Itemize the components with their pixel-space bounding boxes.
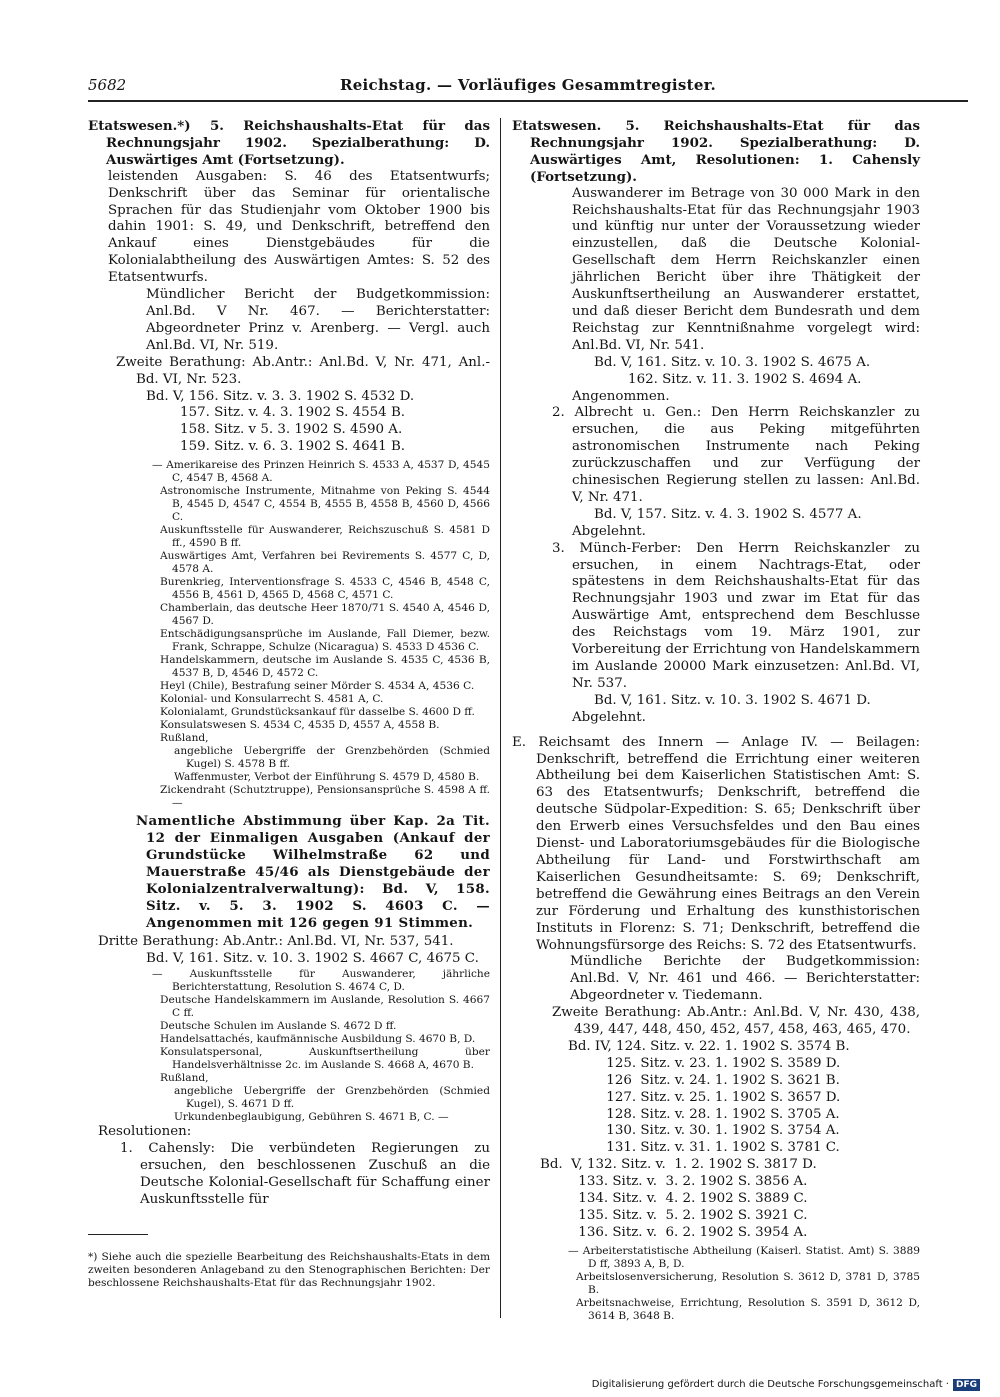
sitting-list [512, 1039, 920, 1242]
footer-text: Digitalisierung gefördert durch die Deutsche Forschungsgemeinschaft · [591, 1379, 949, 1390]
entry-head: Etatswesen.*) 5. Reichshaushalts-Etat für das Rechnungsjahr 1902. Spezialberathung: D. Auswärtiges Amt (Fortsetzung). [88, 118, 490, 168]
dritte-berathung: Dritte Berathung: Ab.Antr.: Anl.Bd. VI, Nr. 537, 541. [98, 934, 454, 950]
sitting-line: Bd. V, 156. Sitz. v. 3. 3. 1902 S. 4532 D. [146, 388, 415, 404]
sitting-line: 162. Sitz. v. 11. 3. 1902 S. 4694 A. [594, 371, 862, 387]
subject-item: Rußland, [160, 1072, 209, 1085]
sitting-line: 133. Sitz. v. 3. 2. 1902 S. 3856 A. [540, 1174, 808, 1190]
sitting-line: 130. Sitz. v. 30. 1. 1902 S. 3754 A. [568, 1123, 840, 1139]
subject-item: Handelskammern, deutsche im Auslande S. 4535 C, 4536 B, 4537 B, D, 4546 D, 4572 C. [160, 654, 490, 680]
subject-item: Deutsche Handelskammern im Auslande, Resolution S. 4667 C ff. [160, 994, 490, 1020]
decision: Abgelehnt. [572, 523, 646, 539]
subject-item: — Amerikareise des Prinzen Heinrich S. 4533 A, 4537 D, 4545 C, 4547 B, 4568 A. [152, 459, 490, 485]
footnote: *) Siehe auch die spezielle Bearbeitung des Reichshaushalts-Etats in dem zweiten besonderen Anlageband zu den Stenographischen Berichten: Der beschlossene Reichshaushalts-Etat für das Rechnungsjahr 1902. [88, 1250, 490, 1289]
roll-call-vote: Namentliche Abstimmung über Kap. 2a Tit. 12 der Einmaligen Ausgaben (Ankauf der Grundstücke Wilhelmstraße 62 und Mauerstraße 45/46 als Dienstgebäude der Kolonialzentralverwaltung): Bd. V, 158. Sitz. v. 5. 3. 1902 S. 4603 C. — Angenommen mit 126 gegen 91 Stimmen. [136, 813, 490, 931]
subject-subitem: angebliche Uebergriffe der Grenzbehörden (Schmied Kugel) S. 4578 B ff. [174, 745, 490, 771]
sitting-line: Bd. V, 161. Sitz. v. 10. 3. 1902 S. 4667 C, 4675 C. [146, 951, 479, 967]
sitting-line: 134. Sitz. v. 4. 2. 1902 S. 3889 C. [540, 1191, 808, 1207]
subject-item: Kolonial- und Konsularrecht S. 4581 A, C. [160, 693, 384, 706]
sitting-line: 127. Sitz. v. 25. 1. 1902 S. 3657 D. [568, 1089, 841, 1105]
subject-item: Chamberlain, das deutsche Heer 1870/71 S. 4540 A, 4546 D, 4567 D. [160, 602, 490, 628]
sitting-line: Bd. V, 132. Sitz. v. 1. 2. 1902 S. 3817 D. [540, 1157, 817, 1173]
resolutionen-label: Resolutionen: [98, 1124, 192, 1140]
subject-item: — Auskunftsstelle für Auswanderer, jährliche Berichterstattung, Resolution S. 4674 C, D. [152, 968, 490, 994]
page-number: 5682 [88, 76, 127, 94]
subject-item: Auswärtiges Amt, Verfahren bei Revirements S. 4577 C, D, 4578 A. [160, 550, 490, 576]
sitting-line: 136. Sitz. v. 6. 2. 1902 S. 3954 A. [540, 1224, 808, 1240]
decision: Angenommen. [572, 388, 670, 404]
subject-subitem: angebliche Uebergriffe der Grenzbehörden (Schmied Kugel), S. 4671 D ff. [174, 1085, 490, 1111]
sitting-line: Bd. IV, 124. Sitz. v. 22. 1. 1902 S. 3574 B. [568, 1038, 850, 1054]
section-e: E. Reichsamt des Innern — Anlage IV. — Beilagen: Denkschrift, betreffend die Errichtung einer weiteren Abtheilung bei dem Kaiserlichen Statistischen Amt: S. 63 des Etatsentwurfs; Denkschrift, betreffend die deutsche Südpolar-Expedition: S. 65; Denkschrift über den Erwerb eines Versuchsfeldes und den Bau eines Dienst- und Laboratoriumsgebäudes für die Biologische Abtheilung für Land- und Forstwirthschaft am Kaiserlichen Gesundheitsamte: S. 69; Denkschrift, betreffend die Gewährung eines Beitrags an den Verein zur Förderung und Erhaltung des kunsthistorischen Instituts in Florenz: S. 71; Denkschrift, betreffend die Wohnungsfürsorge des Reichs: S. 72 des Etatsentwurfs. [512, 734, 920, 953]
subject-item: Arbeitsnachweise, Errichtung, Resolution S. 3591 D, 3612 D, 3614 B, 3648 B. [576, 1296, 920, 1322]
column-divider [500, 118, 501, 1318]
footnote-rule [88, 1234, 148, 1235]
sitting-line: Bd. V, 161. Sitz. v. 10. 3. 1902 S. 4675 A. [594, 354, 871, 370]
muendliche-berichte: Mündliche Berichte der Budgetkommission: Anl.Bd. V, Nr. 461 und 466. — Berichterstatter: Abgeordneter v. Tiedemann. [570, 954, 920, 1004]
subject-subitem: Urkundenbeglaubigung, Gebühren S. 4671 B, C. — [174, 1111, 449, 1124]
sitting-list [88, 389, 490, 457]
left-column [88, 118, 490, 1209]
sitting-line: 131. Sitz. v. 31. 1. 1902 S. 3781 C. [568, 1140, 840, 1156]
subject-item: Zickendraht (Schutztruppe), Pensionsansprüche S. 4598 A ff. — [160, 784, 490, 810]
dfg-logo-icon: DFG [953, 1379, 980, 1391]
resolution-item: 3. Münch-Ferber: Den Herrn Reichskanzler zu ersuchen, in einem Nachtrags-Etat, oder spätestens in dem Reichshaushalts-Etat für das Rechnungsjahr 1903 und zwar im Etat für das Auswärtige Amt, entsprechend dem Beschlusse des Reichstags vom 19. März 1901, zur Vorbereitung der Errichtung von Handelskammern im Auslande 20000 Mark einzusetzen: Anl.Bd. VI, Nr. 537. [552, 540, 920, 691]
subject-item: Entschädigungsansprüche im Auslande, Fall Diemer, bezw. Frank, Schrappe, Schulze (Nicaragua) S. 4533 D 4536 C. [160, 628, 490, 654]
subject-item: Deutsche Schulen im Auslande S. 4672 D ff. [160, 1020, 397, 1033]
right-column [512, 118, 920, 1323]
subject-item: — Arbeiterstatistische Abtheilung (Kaiserl. Statist. Amt) S. 3889 D ff, 3893 A, B, D. [568, 1244, 920, 1270]
subject-list [88, 459, 490, 810]
entry-head: Etatswesen. 5. Reichshaushalts-Etat für das Rechnungsjahr 1902. Spezialberathung: D. Auswärtiges Amt, Resolutionen: 1. Cahensly (Fortsetzung). [512, 118, 920, 185]
subject-item: Burenkrieg, Interventionsfrage S. 4533 C, 4546 B, 4548 C, 4556 B, 4561 D, 4565 D, 4568 C, 4571 C. [160, 576, 490, 602]
sitting-line: Bd. V, 157. Sitz. v. 4. 3. 1902 S. 4577 A. [594, 506, 862, 522]
subject-item: Arbeitslosenversicherung, Resolution S. 3612 D, 3781 D, 3785 B. [576, 1270, 920, 1296]
subject-subitem: Waffenmuster, Verbot der Einführung S. 4579 D, 4580 B. [174, 771, 480, 784]
subject-item: Konsulatspersonal, Auskunftsertheilung über Handelsverhältnisse 2c. im Auslande S. 4668 A, 4670 B. [160, 1046, 490, 1072]
resolution-continuation: Auswanderer im Betrage von 30 000 Mark in den Reichshaushalts-Etat für das Rechnungsjahr 1903 und künftig nur unter der Voraussetzung wieder einzustellen, daß die Deutsche Kolonial-Gesellschaft dem Herrn Reichskanzler einen jährlichen Bericht über ihre Thätigkeit der Auskunftsertheilung an Auswanderer erstattet, und daß dieser Bericht dem Bundesrath und dem Reichstag zur Kenntnißnahme vorgelegt wird: Anl.Bd. VI, Nr. 541. [572, 185, 920, 353]
subject-item: Rußland, [160, 732, 209, 745]
subject-item: Kolonialamt, Grundstücksankauf für dasselbe S. 4600 D ff. [160, 706, 475, 719]
zweite-berathung: Zweite Berathung: Ab.Antr.: Anl.Bd. V, Nr. 430, 438, 439, 447, 448, 450, 452, 457, 458, 463, 465, 470. [552, 1005, 920, 1038]
sitting-line: 126 Sitz. v. 24. 1. 1902 S. 3621 B. [568, 1072, 840, 1088]
resolution-item: 2. Albrecht u. Gen.: Den Herrn Reichskanzler zu ersuchen, die aus Peking mitgeführten astronomischen Instrumente nach Peking zurückzuschaffen und zur Verfügung der chinesischen Regierung stellen zu lassen: Anl.Bd. V, Nr. 471. [552, 405, 920, 505]
resolution-item: 1. Cahensly: Die verbündeten Regierungen zu ersuchen, den beschlossenen Zuschuß an die Deutsche Kolonial-Gesellschaft für Schaffung einer Auskunftsstelle für [120, 1141, 490, 1207]
sitting-line: 135. Sitz. v. 5. 2. 1902 S. 3921 C. [540, 1208, 808, 1223]
subject-item: Astronomische Instrumente, Mitnahme von Peking S. 4544 B, 4545 D, 4547 C, 4554 B, 4555 B, 4558 B, 4560 D, 4566 C. [160, 485, 490, 524]
intro-text: leistenden Ausgaben: S. 46 des Etatsentwurfs; Denkschrift über das Seminar für orientalische Sprachen für das Studienjahr vom Oktober 1900 bis dahin 1901: S. 49, und Denkschrift, betreffend den Ankauf eines Dienstgebäudes für die Kolonialabtheilung des Auswärtigen Amtes: S. 52 des Etatsentwurfs. [108, 168, 490, 286]
muendlicher-bericht: Mündlicher Bericht der Budgetkommission: Anl.Bd. V Nr. 467. — Berichterstatter: Abgeordneter Prinz v. Arenberg. — Vergl. auch Anl.Bd. VI, Nr. 519. [146, 287, 490, 353]
sitting-line: Bd. V, 161. Sitz. v. 10. 3. 1902 S. 4671 D. [594, 692, 871, 708]
sitting-line: 157. Sitz. v. 4. 3. 1902 S. 4554 B. [146, 405, 406, 421]
zweite-berathung: Zweite Berathung: Ab.Antr.: Anl.Bd. V, Nr. 471, Anl.-Bd. VI, Nr. 523. [116, 354, 490, 387]
subject-list-2 [88, 968, 490, 1124]
sitting-line: 159. Sitz. v. 6. 3. 1902 S. 4641 B. [146, 439, 406, 455]
sitting-line: 128. Sitz. v. 28. 1. 1902 S. 3705 A. [568, 1106, 840, 1122]
subject-item: Handelsattachés, kaufmännische Ausbildung S. 4670 B, D. [160, 1033, 476, 1046]
header-rule [88, 100, 968, 102]
digitization-footer [592, 1379, 980, 1391]
subject-item: Konsulatswesen S. 4534 C, 4535 D, 4557 A, 4558 B. [160, 719, 440, 732]
subject-item: Auskunftsstelle für Auswanderer, Reichszuschuß S. 4581 D ff., 4590 B ff. [160, 524, 490, 550]
sitting-line: 125. Sitz. v. 23. 1. 1902 S. 3589 D. [568, 1055, 841, 1071]
subject-item: Heyl (Chile), Bestrafung seiner Mörder S. 4534 A, 4536 C. [160, 680, 475, 693]
subject-list [512, 1245, 920, 1323]
page-header [88, 76, 968, 98]
sitting-line: 158. Sitz. v 5. 3. 1902 S. 4590 A. [146, 422, 403, 438]
decision: Abgelehnt. [572, 709, 646, 725]
running-title: Reichstag. — Vorläufiges Gesammtregister. [339, 76, 717, 94]
